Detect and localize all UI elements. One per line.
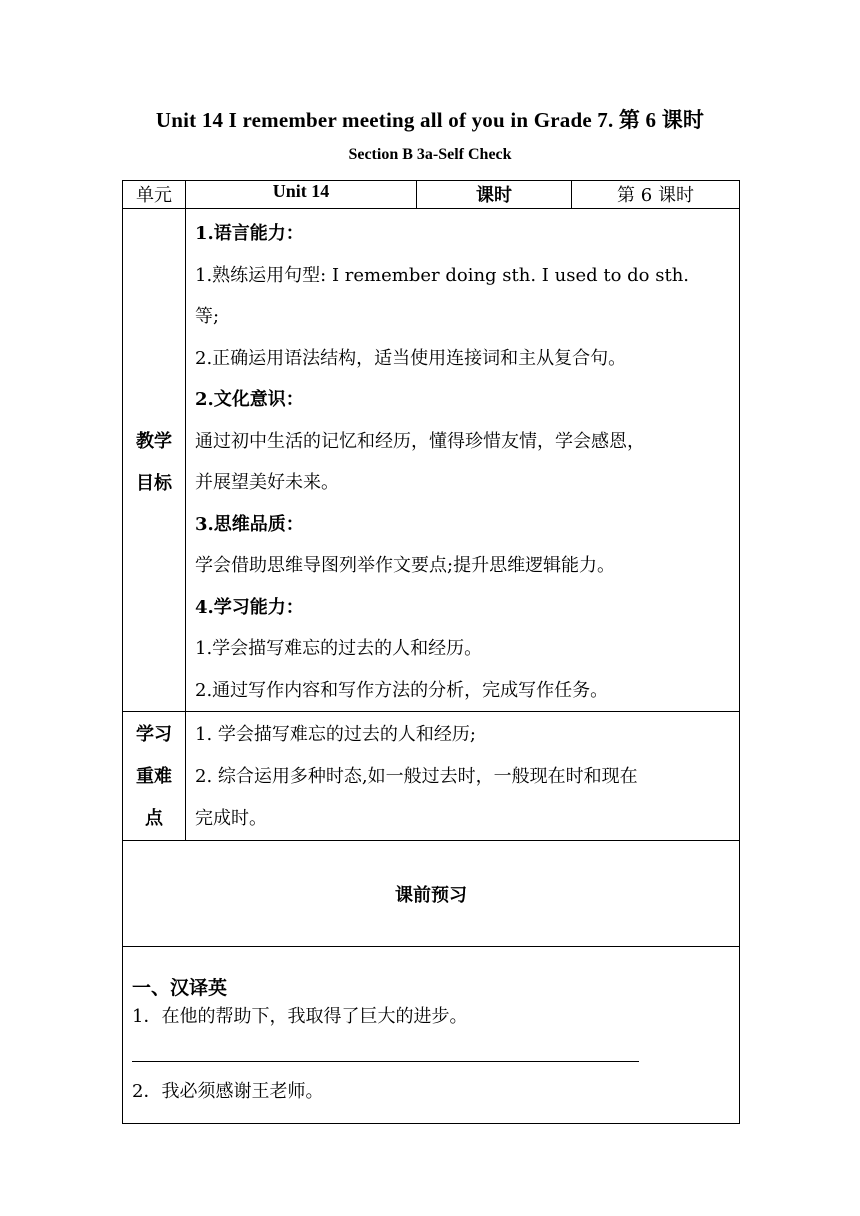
exercise-item-1: 1．在他的帮助下，我取得了巨大的进步。 [132,1006,468,1027]
objectives-label-line1: 教学 [136,431,172,452]
preview-section-title: 课前预习 [123,841,740,947]
objectives-content [186,209,740,712]
objective-line: 学会借助思维导图列举作文要点;提升思维逻辑能力。 [195,555,616,576]
objectives-row [123,209,740,712]
objectives-label-line2: 目标 [136,473,172,494]
key-point-line: 2. 综合运用多种时态,如一般过去时，一般现在时和现在 [195,766,638,787]
key-point-line: 1. 学会描写难忘的过去的人和经历; [195,724,476,745]
objective-line: 1.熟练运用句型: I remember doing sth. I used to do sth. [195,264,690,286]
unit-label: 单元 [123,181,186,209]
objective-line: 2.正确运用语法结构，适当使用连接词和主从复合句。 [195,347,627,369]
objective-line: 1.语言能力： [195,223,304,244]
objective-line: 4.学习能力： [195,596,304,618]
preview-title-row [123,841,740,947]
objective-line: 1.学会描写难忘的过去的人和经历。 [195,638,483,659]
document-title: Unit 14 I remember meeting all of you in Grade 7. 第 6 课时 [155,108,705,132]
exercise-content [123,947,740,1124]
exercise-item-2: 2．我必须感谢王老师。 [132,1081,324,1102]
lesson-label: 课时 [417,181,572,209]
objective-line: 2.通过写作内容和写作方法的分析，完成写作任务。 [195,679,609,701]
objective-line: 通过初中生活的记忆和经历，懂得珍惜友情，学会感恩， [195,430,645,452]
document-subtitle: Section B 3a-Self Check [348,146,512,163]
key-points-label-line2: 重难 [136,766,172,787]
exercise-row [123,947,740,1124]
exercise-heading: 一、汉译英 [132,977,228,999]
lesson-plan-table [122,180,740,1124]
key-points-content [186,712,740,841]
lesson-value: 第 6 课时 [572,181,740,209]
key-points-row [123,712,740,841]
answer-line[interactable] [132,1061,639,1062]
key-points-label-line1: 学习 [136,724,172,745]
key-points-label-line3: 点 [145,808,163,829]
key-points-label [123,712,186,841]
objective-line: 并展望美好未来。 [195,472,339,493]
objective-line: 2.文化意识： [195,389,304,410]
objectives-label [123,209,186,712]
unit-value: Unit 14 [186,181,417,209]
objective-line: 3.思维品质： [195,513,304,535]
objective-line: 等; [195,306,220,327]
unit-row [123,181,740,209]
key-point-line: 完成时。 [195,808,267,829]
